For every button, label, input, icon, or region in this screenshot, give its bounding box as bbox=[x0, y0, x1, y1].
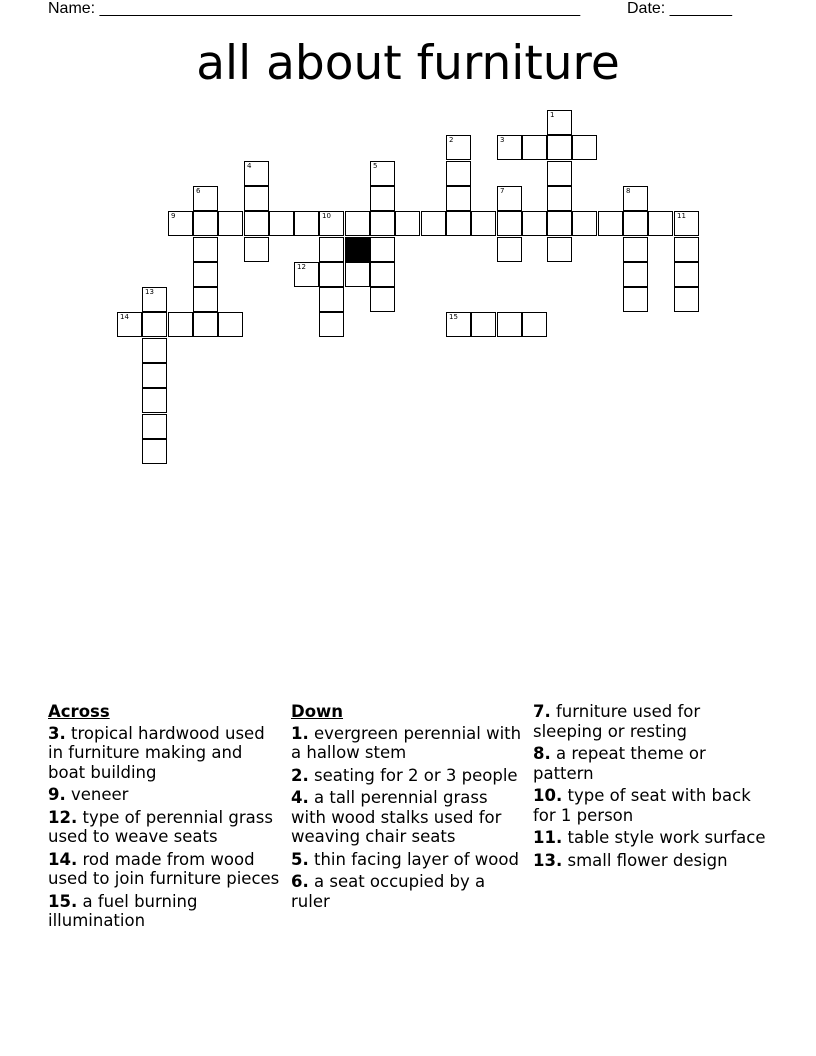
clue-item bbox=[48, 850, 284, 889]
clue-number-label: 12 bbox=[297, 263, 306, 271]
clue-text: rod made from wood used to join furniture pieces bbox=[48, 849, 280, 888]
grid-cell[interactable] bbox=[319, 237, 344, 262]
grid-cell[interactable] bbox=[623, 237, 648, 262]
grid-cell[interactable] bbox=[370, 287, 395, 312]
grid-cell[interactable] bbox=[370, 161, 395, 186]
clue-item bbox=[48, 724, 284, 783]
clue-item bbox=[48, 785, 284, 805]
grid-cell[interactable] bbox=[497, 237, 522, 262]
grid-cell[interactable] bbox=[446, 135, 471, 160]
grid-cell[interactable] bbox=[319, 312, 344, 337]
clue-number-label: 13 bbox=[145, 288, 154, 296]
across-clues bbox=[48, 702, 284, 934]
grid-cell[interactable] bbox=[674, 211, 699, 236]
clue-number: 2. bbox=[291, 765, 309, 785]
clue-text: tropical hardwood used in furniture making and boat building bbox=[48, 723, 265, 782]
grid-cell[interactable] bbox=[547, 237, 572, 262]
grid-cell[interactable] bbox=[193, 287, 218, 312]
grid-cell[interactable] bbox=[471, 211, 496, 236]
clue-item bbox=[291, 766, 527, 786]
grid-cell[interactable] bbox=[446, 211, 471, 236]
grid-cell[interactable] bbox=[572, 211, 597, 236]
grid-cell[interactable] bbox=[522, 312, 547, 337]
clue-number: 10. bbox=[533, 786, 563, 805]
grid-cell[interactable] bbox=[446, 312, 471, 337]
grid-cell[interactable] bbox=[142, 363, 167, 388]
grid-cell[interactable] bbox=[244, 186, 269, 211]
clue-text: a repeat theme or pattern bbox=[533, 744, 706, 783]
grid-cell[interactable] bbox=[497, 312, 522, 337]
clue-item bbox=[533, 786, 769, 825]
grid-cell[interactable] bbox=[294, 262, 319, 287]
clue-item bbox=[291, 788, 527, 847]
clue-number-label: 14 bbox=[120, 313, 129, 321]
clue-number-label: 1 bbox=[550, 111, 555, 119]
clue-number-label: 4 bbox=[247, 162, 252, 170]
clue-item bbox=[533, 828, 769, 848]
clue-item bbox=[48, 892, 284, 931]
grid-cell[interactable] bbox=[497, 211, 522, 236]
grid-cell[interactable] bbox=[623, 186, 648, 211]
grid-cell[interactable] bbox=[547, 110, 572, 135]
grid-cell[interactable] bbox=[142, 338, 167, 363]
grid-cell[interactable] bbox=[345, 262, 370, 287]
grid-cell[interactable] bbox=[648, 211, 673, 236]
clue-item bbox=[291, 850, 527, 870]
grid-cell[interactable] bbox=[294, 211, 319, 236]
clue-text: furniture used for sleeping or resting bbox=[533, 702, 701, 741]
clue-number: 11. bbox=[533, 828, 563, 847]
grid-cell[interactable] bbox=[674, 237, 699, 262]
grid-cell[interactable] bbox=[446, 186, 471, 211]
clue-number-label: 3 bbox=[500, 136, 505, 144]
clue-number-label: 8 bbox=[626, 187, 631, 195]
grid-cell[interactable] bbox=[218, 211, 243, 236]
clue-number: 1. bbox=[291, 723, 309, 743]
grid-cell[interactable] bbox=[193, 237, 218, 262]
grid-cell[interactable] bbox=[421, 211, 446, 236]
grid-cell[interactable] bbox=[674, 262, 699, 287]
grid-cell[interactable] bbox=[370, 211, 395, 236]
grid-cell[interactable] bbox=[572, 135, 597, 160]
grid-cell[interactable] bbox=[598, 211, 623, 236]
clue-text: a fuel burning illumination bbox=[48, 891, 198, 930]
clue-item bbox=[291, 724, 527, 763]
clue-text: evergreen perennial with a hallow stem bbox=[291, 723, 522, 762]
grid-cell[interactable] bbox=[623, 287, 648, 312]
clue-number: 5. bbox=[291, 849, 309, 869]
clue-text: seating for 2 or 3 people bbox=[314, 765, 518, 785]
clue-number: 7. bbox=[533, 702, 551, 721]
grid-cell[interactable] bbox=[319, 211, 344, 236]
clue-text: table style work surface bbox=[567, 828, 766, 847]
grid-cell[interactable] bbox=[623, 262, 648, 287]
clue-text: type of seat with back for 1 person bbox=[533, 786, 751, 825]
grid-cell[interactable] bbox=[244, 237, 269, 262]
grid-cell[interactable] bbox=[269, 211, 294, 236]
clue-item bbox=[291, 872, 527, 911]
clue-number-label: 9 bbox=[171, 212, 176, 220]
grid-cell[interactable] bbox=[142, 312, 167, 337]
grid-cell[interactable] bbox=[370, 237, 395, 262]
clue-number: 4. bbox=[291, 788, 309, 807]
clue-text: thin facing layer of wood bbox=[314, 849, 519, 869]
clue-item bbox=[533, 851, 769, 871]
grid-cell[interactable] bbox=[193, 312, 218, 337]
grid-cell[interactable] bbox=[497, 135, 522, 160]
clue-number: 8. bbox=[533, 744, 551, 763]
clue-text: small flower design bbox=[567, 850, 728, 870]
clue-number-label: 15 bbox=[449, 313, 458, 321]
grid-cell[interactable] bbox=[674, 287, 699, 312]
grid-cell[interactable] bbox=[522, 211, 547, 236]
grid-cell[interactable] bbox=[547, 135, 572, 160]
grid-cell[interactable] bbox=[471, 312, 496, 337]
name-field-label: Name: ______________________________________________________ bbox=[48, 0, 581, 17]
grid-cell[interactable] bbox=[446, 161, 471, 186]
grid-cell[interactable] bbox=[142, 414, 167, 439]
clue-number: 15. bbox=[48, 891, 78, 911]
grid-cell[interactable] bbox=[319, 262, 344, 287]
clue-number-label: 10 bbox=[322, 212, 331, 220]
grid-cell[interactable] bbox=[547, 186, 572, 211]
grid-cell[interactable] bbox=[142, 388, 167, 413]
grid-cell[interactable] bbox=[117, 312, 142, 337]
grid-cell[interactable] bbox=[319, 287, 344, 312]
down-clues bbox=[291, 702, 527, 914]
page-title: all about furniture bbox=[196, 36, 620, 91]
grid-cell[interactable] bbox=[168, 312, 193, 337]
clue-text: a seat occupied by a ruler bbox=[291, 872, 486, 911]
down-clues-continued bbox=[533, 702, 769, 873]
clue-number: 14. bbox=[48, 849, 78, 869]
grid-cell[interactable] bbox=[497, 186, 522, 211]
date-field-label: Date: _______ bbox=[627, 0, 732, 17]
clue-number: 13. bbox=[533, 850, 563, 870]
clue-number: 3. bbox=[48, 723, 66, 743]
clue-number-label: 11 bbox=[677, 212, 686, 220]
clue-number-label: 6 bbox=[196, 187, 201, 195]
grid-cell[interactable] bbox=[193, 211, 218, 236]
grid-cell[interactable] bbox=[522, 135, 547, 160]
clue-text: a tall perennial grass with wood stalks used for weaving chair seats bbox=[291, 788, 502, 846]
down-heading: Down bbox=[291, 702, 344, 721]
grid-cell[interactable] bbox=[193, 262, 218, 287]
grid-cell[interactable] bbox=[547, 211, 572, 236]
across-heading: Across bbox=[48, 702, 110, 721]
grid-cell[interactable] bbox=[623, 211, 648, 236]
grid-cell[interactable] bbox=[244, 161, 269, 186]
grid-cell[interactable] bbox=[547, 161, 572, 186]
grid-cell[interactable] bbox=[395, 211, 420, 236]
clue-number-label: 7 bbox=[500, 187, 505, 195]
grid-cell[interactable] bbox=[218, 312, 243, 337]
grid-block bbox=[345, 237, 370, 262]
clue-number: 12. bbox=[48, 807, 78, 827]
grid-cell[interactable] bbox=[142, 439, 167, 464]
clue-item bbox=[48, 808, 284, 847]
grid-cell[interactable] bbox=[370, 262, 395, 287]
grid-cell[interactable] bbox=[168, 211, 193, 236]
clue-number: 9. bbox=[48, 785, 66, 804]
clue-number-label: 2 bbox=[449, 136, 454, 144]
clue-number: 6. bbox=[291, 872, 309, 891]
clue-item bbox=[533, 744, 769, 783]
grid-cell[interactable] bbox=[244, 211, 269, 236]
clue-text: type of perennial grass used to weave seats bbox=[48, 807, 273, 846]
grid-cell[interactable] bbox=[370, 186, 395, 211]
clue-number-label: 5 bbox=[373, 162, 378, 170]
clue-text: veneer bbox=[71, 785, 129, 804]
grid-cell[interactable] bbox=[345, 211, 370, 236]
grid-cell[interactable] bbox=[142, 287, 167, 312]
clue-item bbox=[533, 702, 769, 741]
grid-cell[interactable] bbox=[193, 186, 218, 211]
